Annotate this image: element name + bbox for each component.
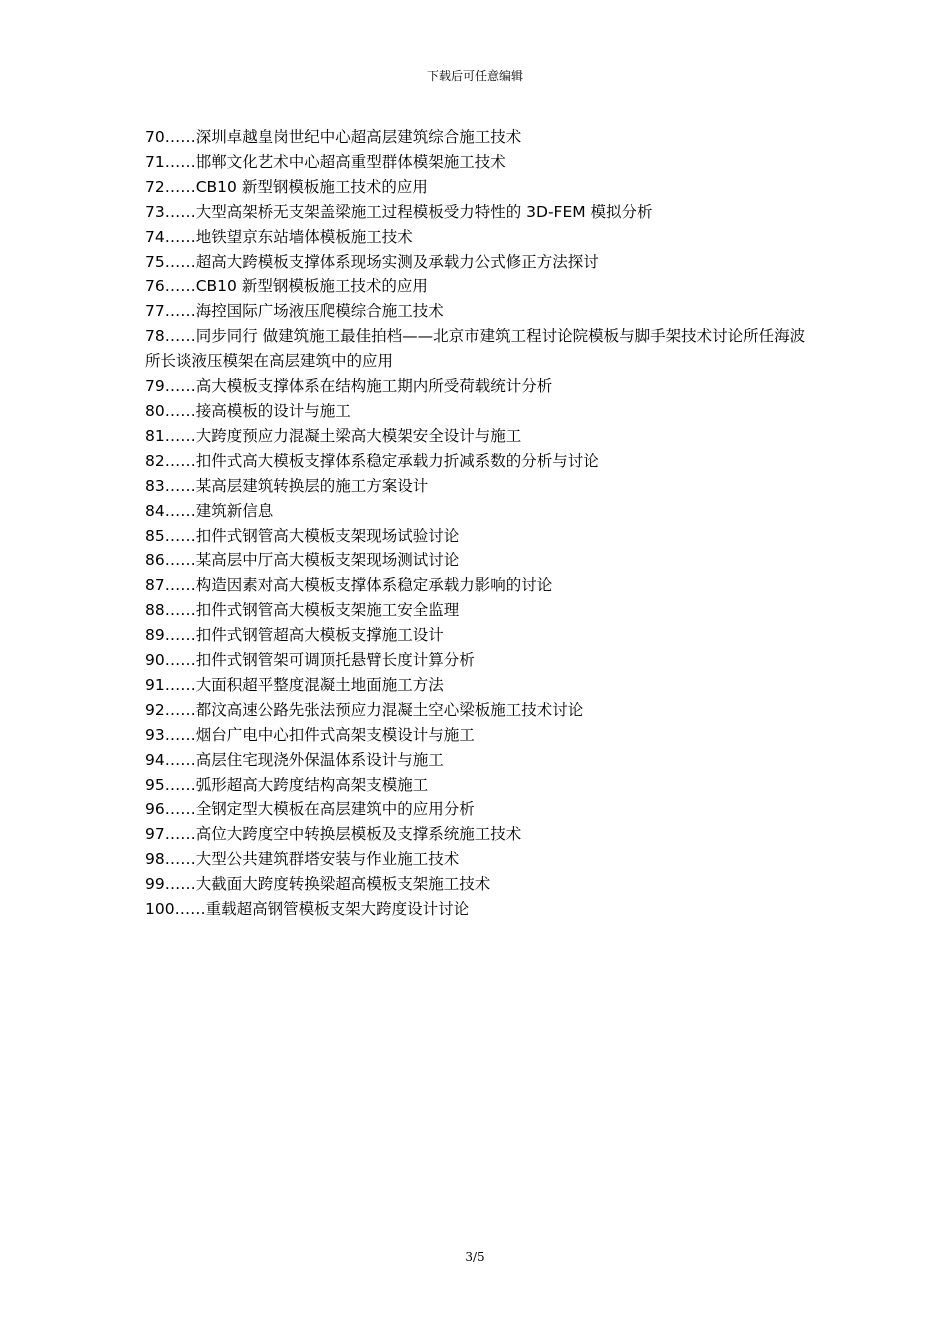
toc-item: 100……重载超高钢管模板支架大跨度设计讨论: [145, 900, 470, 919]
page-header: 下载后可任意编辑: [426, 69, 523, 83]
toc-item: 83……某高层建筑转换层的施工方案设计: [145, 476, 429, 495]
toc-item: 76……CB10 新型钢模板施工技术的应用: [145, 277, 428, 296]
toc-item: 80……接高模板的设计与施工: [145, 401, 351, 420]
toc-item: 95……弧形超高大跨度结构高架支模施工: [145, 775, 429, 794]
toc-item: 79……高大模板支撑体系在结构施工期内所受荷载统计分析: [145, 377, 553, 396]
toc-item: 90……扣件式钢管架可调顶托悬臂长度计算分析: [145, 651, 475, 670]
toc-item: 92……都汶高速公路先张法预应力混凝土空心梁板施工技术讨论: [145, 700, 584, 719]
toc-item: 72……CB10 新型钢模板施工技术的应用: [145, 177, 428, 196]
toc-item: 91……大面积超平整度混凝土地面施工方法: [145, 675, 444, 694]
toc-list: [145, 125, 815, 922]
toc-item: 82……扣件式高大模板支撑体系稳定承载力折减系数的分析与讨论: [145, 451, 599, 470]
toc-item: 85……扣件式钢管高大模板支架现场试验讨论: [145, 526, 460, 545]
toc-item: 78……同步同行 做建筑施工最佳拍档——北京市建筑工程讨论院模板与脚手架技术讨论所任海波所长谈液压模架在高层建筑中的应用: [145, 327, 806, 371]
toc-item: 74……地铁望京东站墙体模板施工技术: [145, 227, 413, 246]
toc-item: 94……高层住宅现浇外保温体系设计与施工: [145, 750, 444, 769]
toc-item: 98……大型公共建筑群塔安装与作业施工技术: [145, 850, 460, 869]
toc-item: 86……某高层中厅高大模板支架现场测试讨论: [145, 551, 460, 570]
toc-item: 87……构造因素对高大模板支撑体系稳定承载力影响的讨论: [145, 576, 553, 595]
toc-item: 88……扣件式钢管高大模板支架施工安全监理: [145, 601, 460, 620]
toc-item: 81……大跨度预应力混凝土梁高大模架安全设计与施工: [145, 426, 522, 445]
toc-item: 96……全钢定型大模板在高层建筑中的应用分析: [145, 800, 475, 819]
page-number: 3/5: [465, 1250, 485, 1264]
toc-item: 84……建筑新信息: [145, 501, 274, 520]
toc-item: 97……高位大跨度空中转换层模板及支撑系统施工技术: [145, 825, 522, 844]
toc-item: 75……超高大跨模板支撑体系现场实测及承载力公式修正方法探讨: [145, 252, 599, 271]
toc-item: 89……扣件式钢管超高大模板支撑施工设计: [145, 626, 444, 645]
toc-item: 93……烟台广电中心扣件式高架支模设计与施工: [145, 725, 475, 744]
toc-item: 73……大型高架桥无支架盖梁施工过程模板受力特性的 3D-FEM 模拟分析: [145, 202, 653, 221]
toc-item: 99……大截面大跨度转换梁超高模板支架施工技术: [145, 875, 491, 894]
toc-item: 71……邯郸文化艺术中心超高重型群体模架施工技术: [145, 152, 506, 171]
toc-item: 70……深圳卓越皇岗世纪中心超高层建筑综合施工技术: [145, 128, 522, 146]
toc-item: 77……海控国际广场液压爬模综合施工技术: [145, 302, 444, 321]
